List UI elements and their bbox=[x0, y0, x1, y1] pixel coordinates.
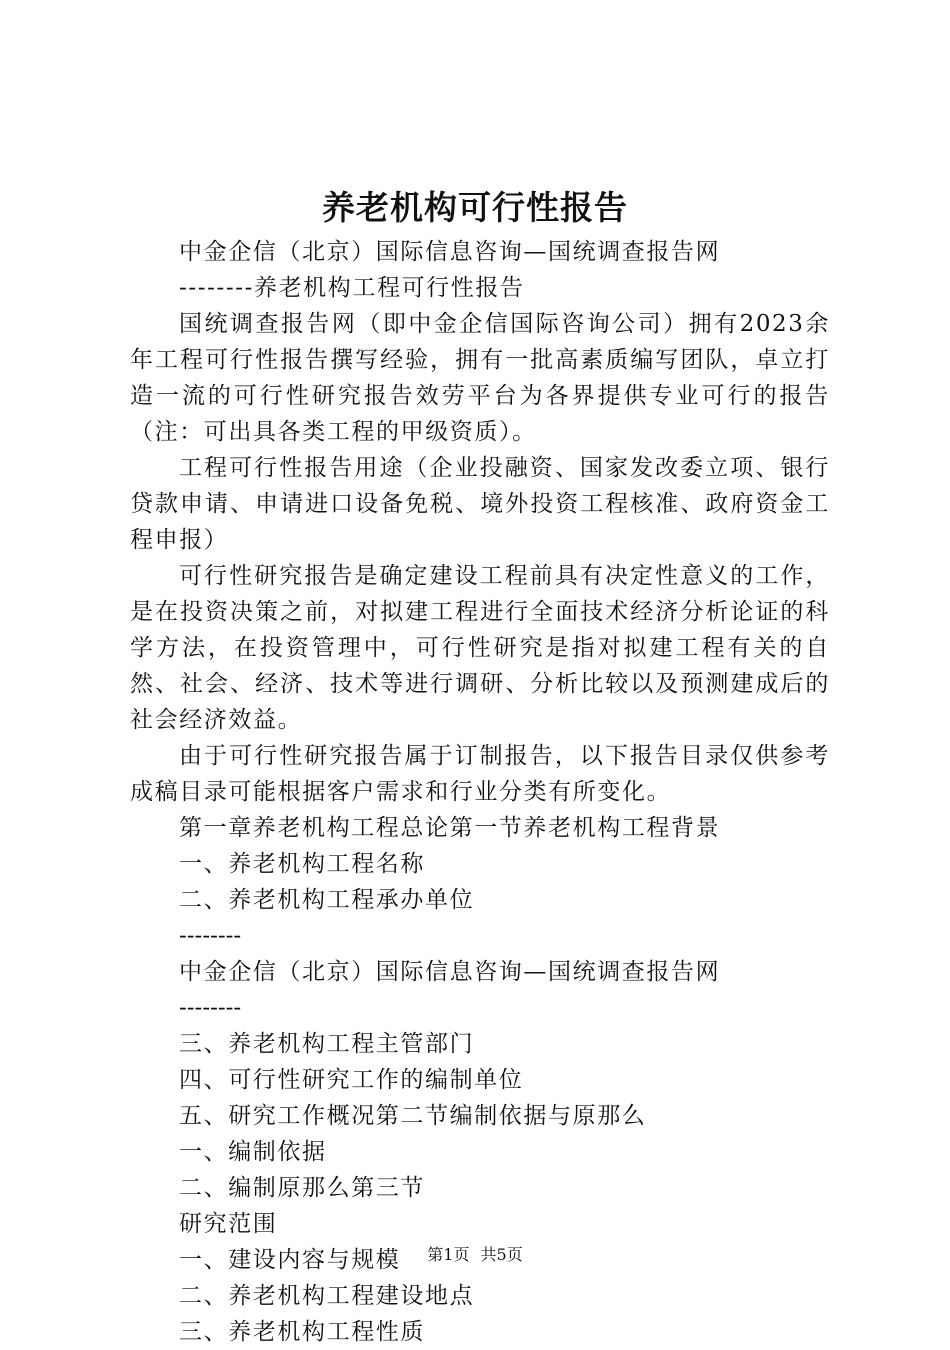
document-title: 养老机构可行性报告 bbox=[322, 188, 628, 227]
toc-line: 二、编制原那么第三节 bbox=[179, 1175, 425, 1201]
paragraph: 由于可行性研究报告属于订制报告，以下报告目录仅供参考成稿目录可能根据客户需求和行业分类有所变化。 bbox=[130, 743, 830, 805]
toc-line: 二、养老机构工程承办单位 bbox=[179, 887, 475, 913]
toc-line: 一、养老机构工程名称 bbox=[179, 851, 425, 877]
divider: -------- bbox=[179, 995, 242, 1021]
mid-source: 中金企信（北京）国际信息咨询—国统调查报告网 bbox=[179, 959, 721, 985]
toc-line: 一、建设内容与规模 bbox=[179, 1247, 401, 1273]
toc-line: 第一章养老机构工程总论第一节养老机构工程背景 bbox=[179, 815, 721, 841]
paragraph: 可行性研究报告是确定建设工程前具有决定性意义的工作，是在投资决策之前，对拟建工程进行全面技术经济分析论证的科学方法，在投资管理中，可行性研究是指对拟建工程有关的自然、社会、经济、技术等进行调研、分析比较以及预测建成后的社会经济效益。 bbox=[130, 563, 830, 733]
document-body bbox=[130, 234, 830, 1350]
header-subtitle: --------养老机构工程可行性报告 bbox=[179, 275, 525, 301]
paragraph: 工程可行性报告用途（企业投融资、国家发改委立项、银行贷款申请、申请进口设备免税、境外投资工程核准、政府资金工程申报） bbox=[130, 455, 830, 553]
toc-line: 三、养老机构工程主管部门 bbox=[179, 1031, 475, 1057]
toc-line: 二、养老机构工程建设地点 bbox=[179, 1283, 475, 1309]
header-source: 中金企信（北京）国际信息咨询—国统调查报告网 bbox=[179, 239, 721, 265]
toc-line: 四、可行性研究工作的编制单位 bbox=[179, 1067, 524, 1093]
divider: -------- bbox=[179, 923, 242, 949]
page-total: 共5页 bbox=[480, 1245, 523, 1264]
paragraph: 国统调查报告网（即中金企信国际咨询公司）拥有2023余年工程可行性报告撰写经验，拥有一批高素质编写团队，卓立打造一流的可行性研究报告效劳平台为各界提供专业可行的报告（注：可出具各类工程的甲级资质）。 bbox=[130, 311, 830, 445]
toc-line: 一、编制依据 bbox=[179, 1139, 327, 1165]
page-footer bbox=[0, 1243, 950, 1267]
toc-line: 三、养老机构工程性质 bbox=[179, 1319, 425, 1345]
toc-line: 研究范围 bbox=[179, 1211, 278, 1237]
page-number: 第1页 bbox=[427, 1245, 470, 1264]
toc-line: 五、研究工作概况第二节编制依据与原那么 bbox=[179, 1103, 647, 1129]
